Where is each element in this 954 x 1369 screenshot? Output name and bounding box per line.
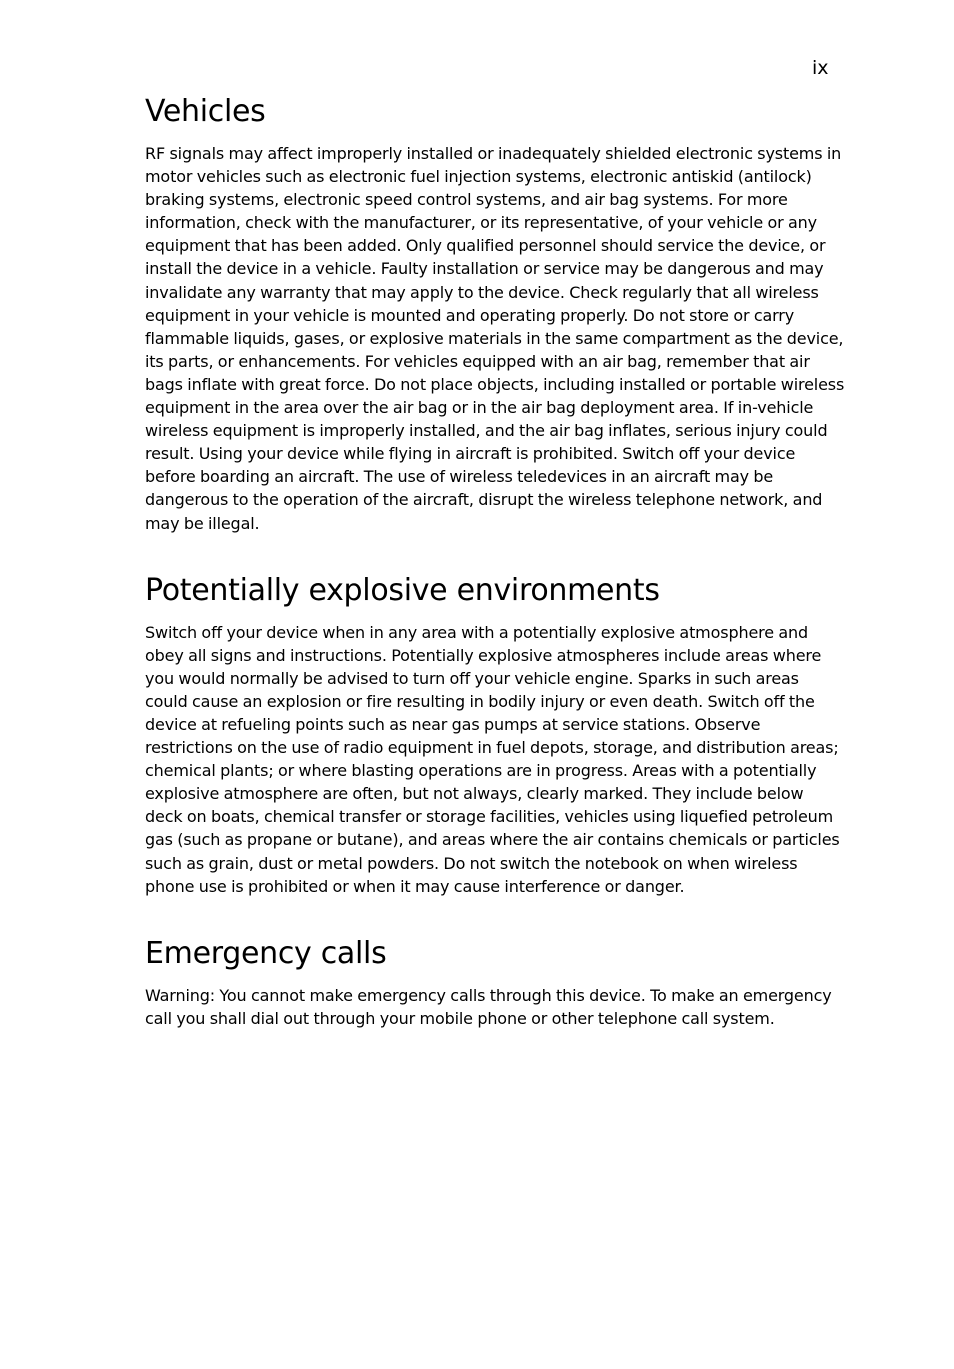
warning-text: You cannot make emergency calls through this device. To make an emergency call you shall dial out through your mobile phone or other telephone call system. <box>145 985 832 1028</box>
section-title-vehicles: Vehicles <box>145 94 266 129</box>
section-title-explosive-environments: Potentially explosive environments <box>145 572 660 608</box>
section-body-explosive-environments: Switch off your device when in any area with a potentially explosive atmosphere and obey all signs and instructions. Potentially explosive atmospheres include areas where you would normally be advised to turn off your vehicle engine. Sparks in such areas could cause an explosion or fire resulting in bodily injury or even death. Switch off the device at refueling points such as near gas pumps at service stations. Observe restrictions on the use of radio equipment in fuel depots, storage, and distribution areas; chemical plants; or where blasting operations are in progress. Areas with a potentially explosive atmosphere are often, but not always, clearly marked. They include below deck on boats, chemical transfer or storage facilities, vehicles using liquefied petroleum gas (such as propane or butane), and areas where the air contains chemicals or particles such as grain, dust or metal powders. Do not switch the notebook on when wireless phone use is prohibited or when it may cause interference or danger. <box>145 622 840 896</box>
warning-label: Warning: <box>145 985 215 1005</box>
section-vehicles <box>145 92 845 535</box>
section-explosive-environments <box>145 571 845 898</box>
section-body-vehicles: RF signals may affect improperly installed or inadequately shielded electronic systems in motor vehicles such as electronic fuel injection systems, electronic antiskid (antilock) braking systems, electronic speed control systems, and air bag systems. For more information, check with the manufacturer, or its representative, of your vehicle or any equipment that has been added. Only qualified personnel should service the device, or install the device in a vehicle. Faulty installation or service may be dangerous and may invalidate any warranty that may apply to the device. Check regularly that all wireless equipment in your vehicle is mounted and operating properly. Do not store or carry flammable liquids, gases, or explosive materials in the same compartment as the device, its parts, or enhancements. For vehicles equipped with an air bag, remember that air bags inflate with great force. Do not place objects, including installed or portable wireless equipment in the area over the air bag or in the air bag deployment area. If in-vehicle wireless equipment is improperly installed, and the air bag inflates, serious injury could result. Using your device while flying in aircraft is prohibited. Switch off your device before boarding an aircraft. The use of wireless teledevices in an aircraft may be dangerous to the operation of the aircraft, disrupt the wireless telephone network, and may be illegal. <box>145 144 845 533</box>
page-content <box>145 92 845 1030</box>
section-emergency-calls <box>145 934 845 1030</box>
section-title-emergency-calls: Emergency calls <box>145 935 387 971</box>
section-body-emergency-calls <box>145 984 845 1030</box>
page-number: ix <box>812 57 829 79</box>
